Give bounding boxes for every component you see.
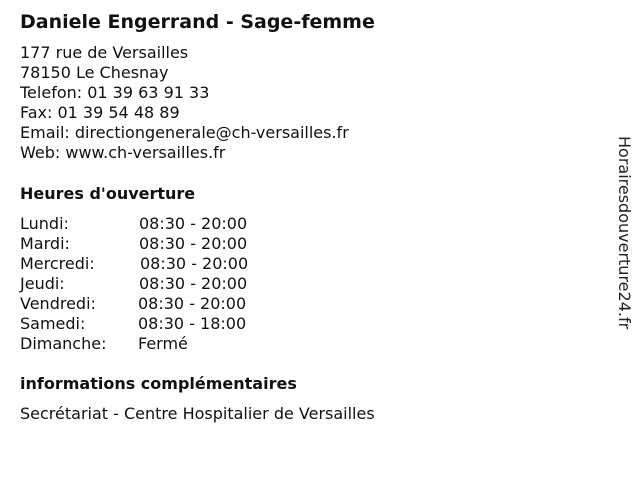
phone-number: Telefon: 01 39 63 91 33 — [20, 83, 210, 102]
day-label: Mardi: — [20, 234, 70, 253]
time-value: Fermé — [138, 334, 188, 353]
website: Web: www.ch-versailles.fr — [20, 143, 226, 162]
time-value: 08:30 - 20:00 — [138, 294, 247, 313]
day-label: Jeudi: — [20, 274, 65, 293]
additional-info-heading: informations complémentaires — [20, 374, 297, 393]
time-value: 08:30 - 20:00 — [139, 214, 248, 233]
contact-block — [20, 43, 349, 163]
day-label: Dimanche: — [20, 334, 107, 353]
time-value: 08:30 - 20:00 — [140, 254, 249, 273]
time-value: 08:30 - 20:00 — [139, 234, 248, 253]
address-street: 177 rue de Versailles — [20, 43, 189, 62]
day-label: Mercredi: — [20, 254, 95, 273]
address-city: 78150 Le Chesnay — [20, 63, 169, 82]
time-value: 08:30 - 18:00 — [138, 314, 247, 333]
time-value: 08:30 - 20:00 — [139, 274, 248, 293]
email-address: Email: directiongenerale@ch-versailles.fr — [20, 123, 349, 142]
opening-hours-heading: Heures d'ouverture — [20, 184, 196, 203]
site-watermark: Horairesdouverture24.fr — [615, 136, 634, 330]
page-title: Daniele Engerrand - Sage-femme — [20, 11, 375, 33]
additional-info-text: Secrétariat - Centre Hospitalier de Versailles — [20, 404, 375, 423]
day-label: Lundi: — [20, 214, 69, 233]
fax-number: Fax: 01 39 54 48 89 — [20, 103, 180, 122]
day-label: Samedi: — [20, 314, 86, 333]
day-label: Vendredi: — [20, 294, 96, 313]
